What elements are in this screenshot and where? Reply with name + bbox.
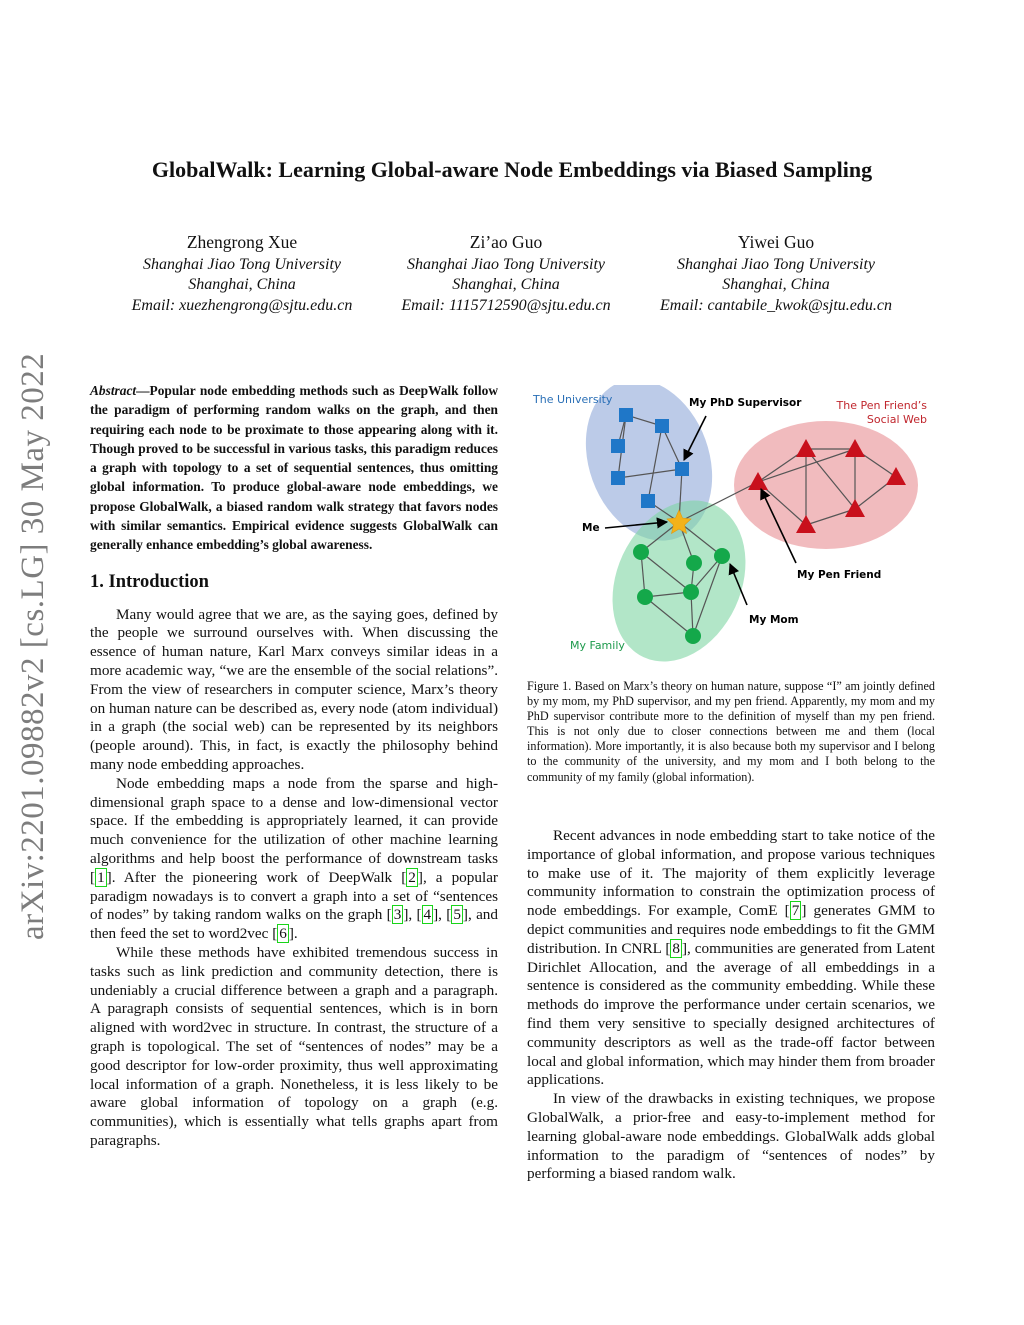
penfriend-community-label: Social Web <box>866 413 927 426</box>
citation-link[interactable]: 7 <box>791 902 800 920</box>
family-node <box>714 548 730 564</box>
citation-link[interactable]: 6 <box>279 925 287 943</box>
author-name: Yiwei Guo <box>737 232 815 252</box>
arxiv-identifier: arXiv:2201.09882v2 [cs.LG] 30 May 2022 <box>15 352 51 940</box>
supervisor-label: My PhD Supervisor <box>689 397 802 409</box>
author-name: Zhengrong Xue <box>186 232 298 252</box>
author-block-3 <box>626 232 926 316</box>
figure-1-social-graph <box>525 385 935 667</box>
mom-label: My Mom <box>749 614 799 626</box>
left-column <box>90 381 498 1151</box>
university-node <box>655 419 669 433</box>
family-label: My Family <box>570 639 625 652</box>
abstract-label: Abstract <box>90 383 137 398</box>
family-node <box>683 584 699 600</box>
university-node <box>611 471 625 485</box>
citation-link[interactable]: 4 <box>423 906 432 924</box>
abstract <box>90 381 498 555</box>
university-label: The University <box>533 393 613 406</box>
family-node <box>633 544 649 560</box>
family-node <box>685 628 701 644</box>
university-node <box>619 408 633 422</box>
university-node <box>611 439 625 453</box>
family-node <box>686 555 702 571</box>
citation-link[interactable]: 5 <box>453 906 461 924</box>
author-email: Email: 1115712590@sjtu.edu.cn <box>401 296 611 314</box>
author-email: Email: cantabile_kwok@sjtu.edu.cn <box>660 296 892 314</box>
intro-paragraph-2: Node embedding maps a node from the sparse and high-dimensional graph space to a dense and low-dimensional vector space. If the embedding is appropriately learned, it can provide much convenience for the utilization of other machine learning algorithms and help boost the performance of downstream tasks [ 1 ]. After the pioneering work of DeepWalk [ 2 ], a popular paradigm nowadays is to convert a graph into a set of “sentences of nodes” by taking random walks on the graph [ 3 ], [ 4 ], [ 5 ], and then feed the set to word2vec [ 6 ]. <box>90 774 498 943</box>
pen-friend-label: My Pen Friend <box>797 569 882 581</box>
paper-title: GlobalWalk: Learning Global-aware Node Embeddings via Biased Sampling <box>151 157 873 182</box>
author-affiliation: Shanghai Jiao Tong University <box>142 255 342 273</box>
figure-caption: Figure 1. Based on Marx’s theory on human nature, suppose “I” am jointly defined by my mom, my PhD supervisor, and my pen friend. Apparently, my mom and my PhD supervisor contribute more to the definition of myself than my pen friend. This is not only due to closer connections between me and them (local information). More importantly, it is also because both my supervisor and I belong to the community of the university, and my mom and I both belong to the community of my family (global information). <box>527 679 935 784</box>
me-label: Me <box>582 522 600 534</box>
penfriend-community-label: The Pen Friend’s <box>836 399 927 412</box>
citation-link[interactable]: 8 <box>672 939 680 957</box>
author-block-2 <box>356 232 656 316</box>
intro-paragraph-4: Recent advances in node embedding start to take notice of the importance of global information, and propose various techniques to make use of it. The majority of them explicitly leverage community information to constrain the optimization process of node embeddings. For example, ComE [ 7 ] generates GMM to depict communities and requires node embeddings to fit the GMM distribution. In CNRL [ 8 ], communities are generated from Latent Dirichlet Allocation, and the average of all embeddings in a sentence is considered as the community embedding. While these methods do improve the performance under certain scenarios, we find them very sensitive to specially designed architectures of community descriptors as well as the trade-off factor between local and global information, which may hinder them from broader applications. <box>527 827 935 1089</box>
family-node <box>637 589 653 605</box>
author-location: Shanghai, China <box>188 276 296 293</box>
section-heading: 1. Introduction <box>90 571 209 592</box>
citation-link[interactable]: 1 <box>97 868 105 886</box>
university-node <box>675 462 689 476</box>
author-location: Shanghai, China <box>452 276 560 293</box>
author-email: Email: xuezhengrong@sjtu.edu.cn <box>131 296 353 314</box>
university-node <box>641 494 655 508</box>
right-column <box>527 827 935 1184</box>
author-name: Zi’ao Guo <box>469 232 543 252</box>
abstract-text: —Popular node embedding methods such as DeepWalk follow the paradigm of performing random walks on the graph, and then requiring each node to be proximate to those appearing along with it. Though proved to be successful in various tasks, this paradigm reduces a graph with topology to a set of sequential sentences, thus omitting global information. To produce global-aware node embeddings, we propose GlobalWalk, a biased random walk strategy that favors nodes with similar semantics. Empirical evidence suggests GlobalWalk can generally enhance embedding’s global awareness. <box>90 383 498 553</box>
author-block-1 <box>92 232 392 316</box>
intro-paragraph-1: Many would agree that we are, as the saying goes, defined by the people we surround ourselves with. When discussing the essence of human nature, Karl Marx conveys similar ideas in a more academic way, “we are the ensemble of the social relations”. From the view of researchers in computer science, Marx’s theory on human nature can be described as, every node (atom individual) in a graph (the social web) can be represented by its neighbors (people around). This, in fact, is exactly the philosophy behind many node embedding approaches. <box>90 605 498 774</box>
author-affiliation: Shanghai Jiao Tong University <box>406 255 606 273</box>
citation-link[interactable]: 2 <box>408 868 416 886</box>
intro-paragraph-5: In view of the drawbacks in existing techniques, we propose GlobalWalk, a prior-free and easy-to-implement method for learning global-aware node embeddings. GlobalWalk adds global information to the paradigm of “sentences of nodes” by performing a biased random walk. <box>527 1090 935 1183</box>
author-affiliation: Shanghai Jiao Tong University <box>676 255 876 273</box>
author-location: Shanghai, China <box>722 276 830 293</box>
citation-link[interactable]: 3 <box>393 906 402 924</box>
intro-paragraph-3: While these methods have exhibited tremendous success in tasks such as link prediction and community detection, there is undeniably a crucial difference between a graph and a paragraph. A paragraph consists of sequential sentences, which is in born aligned with word2vec in structure. In contrast, the structure of a graph is topological. The set of “sentences of nodes” may be a good descriptor for low-order proximity, thus well approximating local information of a graph. Nonetheless, it is less likely to be aware global information of topology on a graph (e.g. communities), which is essentially what tells graphs apart from paragraphs. <box>90 944 498 1149</box>
